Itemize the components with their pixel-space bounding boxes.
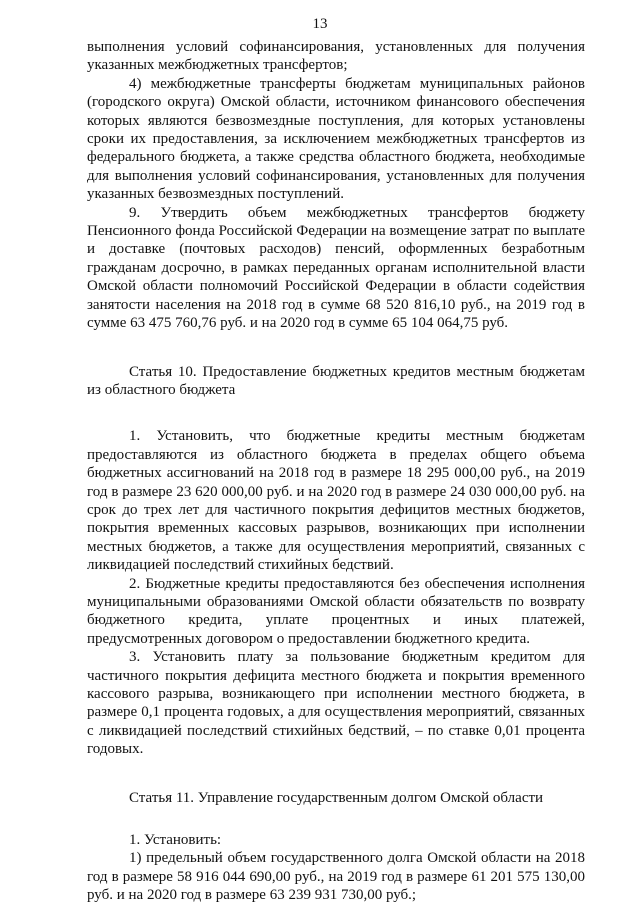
article-10-item-2: 2. Бюджетные кредиты предоставляются без обеспечения исполнения муниципальными образованиями Омской области обязательств по возврату бюджетного кредита, уплате процентных и иных платежей, предусмотренных договором о предоставлении бюджетного кредита.: [87, 575, 585, 647]
article-10-item-1: 1. Установить, что бюджетные кредиты местным бюджетам предоставляются из областного бюджета в пределах общего объема бюджетных ассигнований на 2018 год в размере 18 295 000,00 руб., на 2019 год в размере 23 620 000,00 руб. и на 2020 год в размере 24 030 000,00 руб. на срок до трех лет для частичного покрытия дефицитов местных бюджетов, покрытия временных кассовых разрывов, возникающих при исполнении местных бюджетов, а также для осуществления мероприятий, связанных с ликвидацией последствий стихийных бедствий.: [87, 428, 585, 574]
article-10-item-3: 3. Установить плату за пользование бюджетным кредитом для частичного покрытия дефицита местного бюджета и покрытия временного кассового разрыва, возникающего при исполнении местного бюджета, в размере 0,1 процента годовых, а для осуществления мероприятий, связанных с ликвидацией последствий стихийных бедствий, – по ставке 0,01 процента годовых.: [87, 649, 585, 758]
document-body: [87, 38, 585, 905]
paragraph-item-9: 9. Утвердить объем межбюджетных трансфертов бюджету Пенсионного фонда Российской Федерации на возмещение затрат по выплате и доставке (почтовых расходов) пенсий, оформленных безработным гражданам досрочно, в рамках переданных органам исполнительной власти Омской области полномочий Российской Федерации в области содействия занятости населения на 2018 год в сумме 68 520 816,10 руб., на 2019 год в сумме 63 475 760,76 руб. и на 2020 год в сумме 65 104 064,75 руб.: [87, 204, 585, 332]
article-11-item-1: 1. Установить:: [129, 832, 222, 849]
page-number: 13: [312, 16, 328, 32]
paragraph-continuation: выполнения условий софинансирования, установленных для получения указанных межбюджетных трансфертов;: [87, 39, 585, 74]
article-11-subitem-1: 1) предельный объем государственного долга Омской области на 2018 год в размере 58 916 044 690,00 руб., на 2019 год в размере 61 201 575 130,00 руб. и на 2020 год в размере 63 239 931 730,00 руб.;: [87, 850, 585, 904]
paragraph-item-4: 4) межбюджетные трансферты бюджетам муниципальных районов (городского округа) Омской области, источником финансового обеспечения которых являются безвозмездные поступления, для которых установлены сроки их предоставления, за исключением межбюджетных трансфертов из федерального бюджета, а также средства областного бюджета, необходимые для выполнения условий софинансирования, установленных для получения указанных безвозмездных поступлений.: [87, 75, 585, 203]
article-11-heading: Статья 11. Управление государственным долгом Омской области: [129, 789, 544, 806]
article-10-heading: Статья 10. Предоставление бюджетных кредитов местным бюджетам из областного бюджета: [87, 363, 585, 398]
